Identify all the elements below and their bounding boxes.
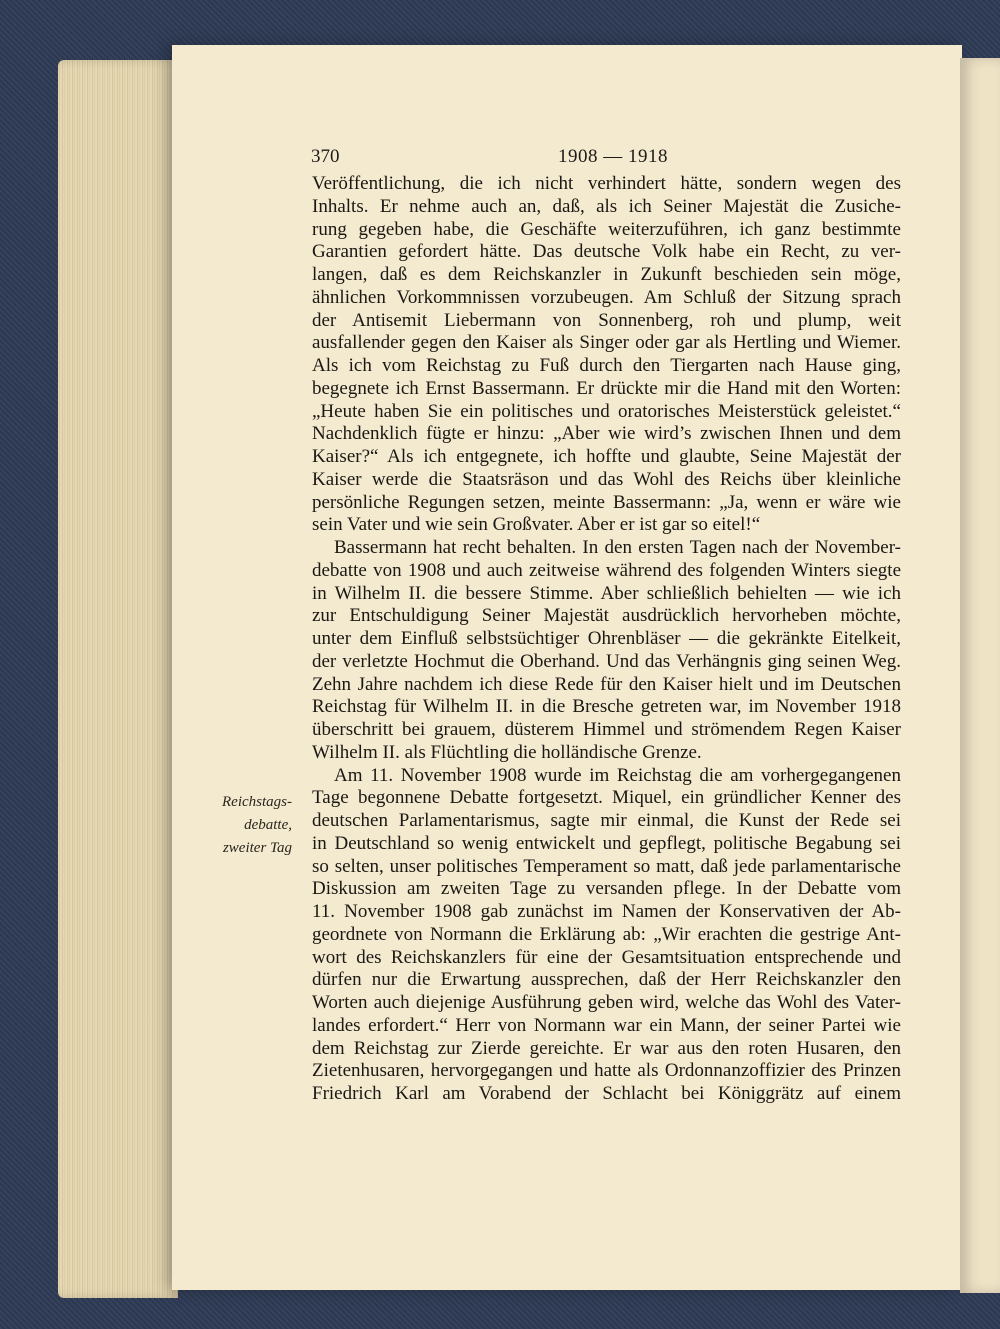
- text-line: dürfen nur die Erwartung aussprechen, daß der Herr Reichskanzler den: [312, 969, 901, 991]
- text-line: geordnete von Normann die Erklärung ab: „Wir erachten die gestrige Ant-: [312, 923, 901, 945]
- text-line: Wilhelm II. als Flüchtling die holländische Grenze.: [312, 741, 702, 763]
- text-line: rung gegeben habe, die Geschäfte weiterzuführen, ich ganz bestimmte: [312, 218, 901, 240]
- paragraph: [312, 765, 901, 1106]
- text-line: deutschen Parlamentarismus, sagte mir einmal, die Kunst der Rede sei: [312, 810, 901, 831]
- text-line: sein Vater und wie sein Großvater. Aber er ist gar so eitel!“: [312, 514, 761, 536]
- text-line: Am 11. November 1908 wurde im Reichstag die am vorhergegangenen: [334, 764, 901, 786]
- text-line: langen, daß es dem Reichskanzler in Zukunft beschieden sein möge,: [312, 264, 901, 285]
- margin-note-line: debatte,: [244, 816, 292, 833]
- text-line: Veröffentlichung, die ich nicht verhindert hätte, sondern wegen des: [312, 173, 901, 194]
- text-line: Nachdenklich fügte er hinzu: „Aber wie wird’s zwischen Ihnen und dem: [312, 423, 901, 445]
- body-text: [312, 173, 901, 1106]
- text-line: Als ich vom Reichstag zu Fuß durch den Tiergarten nach Hause ging,: [312, 355, 901, 376]
- text-line: Bassermann hat recht behalten. In den ersten Tagen nach der November-: [334, 537, 901, 558]
- text-line: Worten auch diejenige Ausführung geben wird, welche das Wohl des Vater-: [312, 992, 901, 1013]
- text-line: 11. November 1908 gab zunächst im Namen der Konservativen der Ab-: [312, 901, 901, 922]
- text-line: überschritt bei grauem, düsterem Himmel und strömendem Regen Kaiser: [312, 719, 901, 740]
- text-line: Inhalts. Er nehme auch an, daß, als ich Seiner Majestät die Zusiche-: [312, 195, 901, 217]
- page-number: 370: [311, 146, 340, 167]
- text-line: ausfallender gegen den Kaiser als Singer oder gar als Hertling und Wiemer.: [312, 332, 901, 354]
- text-line: so selten, unser politisches Temperament so matt, daß jede parlamentarische: [312, 855, 901, 877]
- text-line: Friedrich Karl am Vorabend der Schlacht bei Königgrätz auf einem: [312, 1083, 901, 1104]
- paragraph: [312, 173, 901, 537]
- text-line: debatte von 1908 und auch zeitweise während des folgenden Winters siegte: [312, 559, 901, 581]
- margin-note-line: zweiter Tag: [222, 839, 292, 856]
- text-line: begegnete ich Ernst Bassermann. Er drückte mir die Hand mit den Worten:: [312, 377, 901, 399]
- text-line: Zehn Jahre nachdem ich diese Rede für den Kaiser hielt und im Deutschen: [312, 673, 901, 695]
- text-line: wort des Reichskanzlers für eine der Gesamtsituation entsprechende und: [312, 946, 901, 968]
- text-line: der verletzte Hochmut die Oberhand. Und das Verhängnis ging seinen Weg.: [312, 650, 901, 672]
- text-line: zur Entschuldigung Seiner Majestät ausdrücklich hervorheben möchte,: [312, 605, 901, 627]
- text-line: Reichstag für Wilhelm II. in die Bresche getreten war, im November 1918: [312, 696, 901, 718]
- text-line: in Deutschland so wenig entwickelt und gepflegt, politische Begabung sei: [312, 832, 901, 854]
- text-line: Kaiser werde die Staatsräson und das Wohl des Reichs über kleinliche: [312, 468, 901, 490]
- text-line: Diskussion am zweiten Tage zu versanden pflege. In der Debatte vom: [312, 878, 901, 900]
- text-line: unter dem Einfluß selbstsüchtiger Ohrenbläser — die gekränkte Eitelkeit,: [312, 628, 901, 649]
- text-line: Tage begonnene Debatte fortgesetzt. Miquel, ein gründlicher Kenner des: [312, 787, 901, 809]
- margin-note: [200, 791, 292, 859]
- text-line: der Antisemit Liebermann von Sonnenberg, roh und plump, weit: [312, 309, 901, 331]
- text-line: Zietenhusaren, hervorgegangen und hatte als Ordonnanzoffizier des Prinzen: [312, 1060, 901, 1082]
- margin-note-line: Reichstags-: [222, 794, 292, 810]
- text-line: Garantien gefordert hätte. Das deutsche Volk habe ein Recht, zu ver-: [312, 241, 901, 263]
- text-line: landes erfordert.“ Herr von Normann war ein Mann, der seiner Partei wie: [312, 1014, 901, 1036]
- page-edges: [58, 60, 178, 1298]
- paragraph: [312, 537, 901, 765]
- text-line: Kaiser?“ Als ich entgegnete, ich hoffte und glaubte, Seine Majestät der: [312, 446, 901, 467]
- text-line: in Wilhelm II. die bessere Stimme. Aber schließlich behielten — wie ich: [312, 582, 901, 604]
- text-line: dem Reichstag zur Zierde gereichte. Er war aus den roten Husaren, den: [312, 1037, 901, 1059]
- text-line: ähnlichen Vorkommnissen vorzubeugen. Am Schluß der Sitzung sprach: [312, 286, 901, 308]
- running-head: 1908 — 1918: [558, 146, 668, 167]
- facing-page-edge: [960, 58, 1000, 1293]
- text-line: „Heute haben Sie ein politisches und oratorisches Meisterstück geleistet.“: [312, 400, 901, 422]
- text-line: persönliche Regungen setzen, meinte Bassermann: „Ja, wenn er wäre wie: [312, 491, 901, 513]
